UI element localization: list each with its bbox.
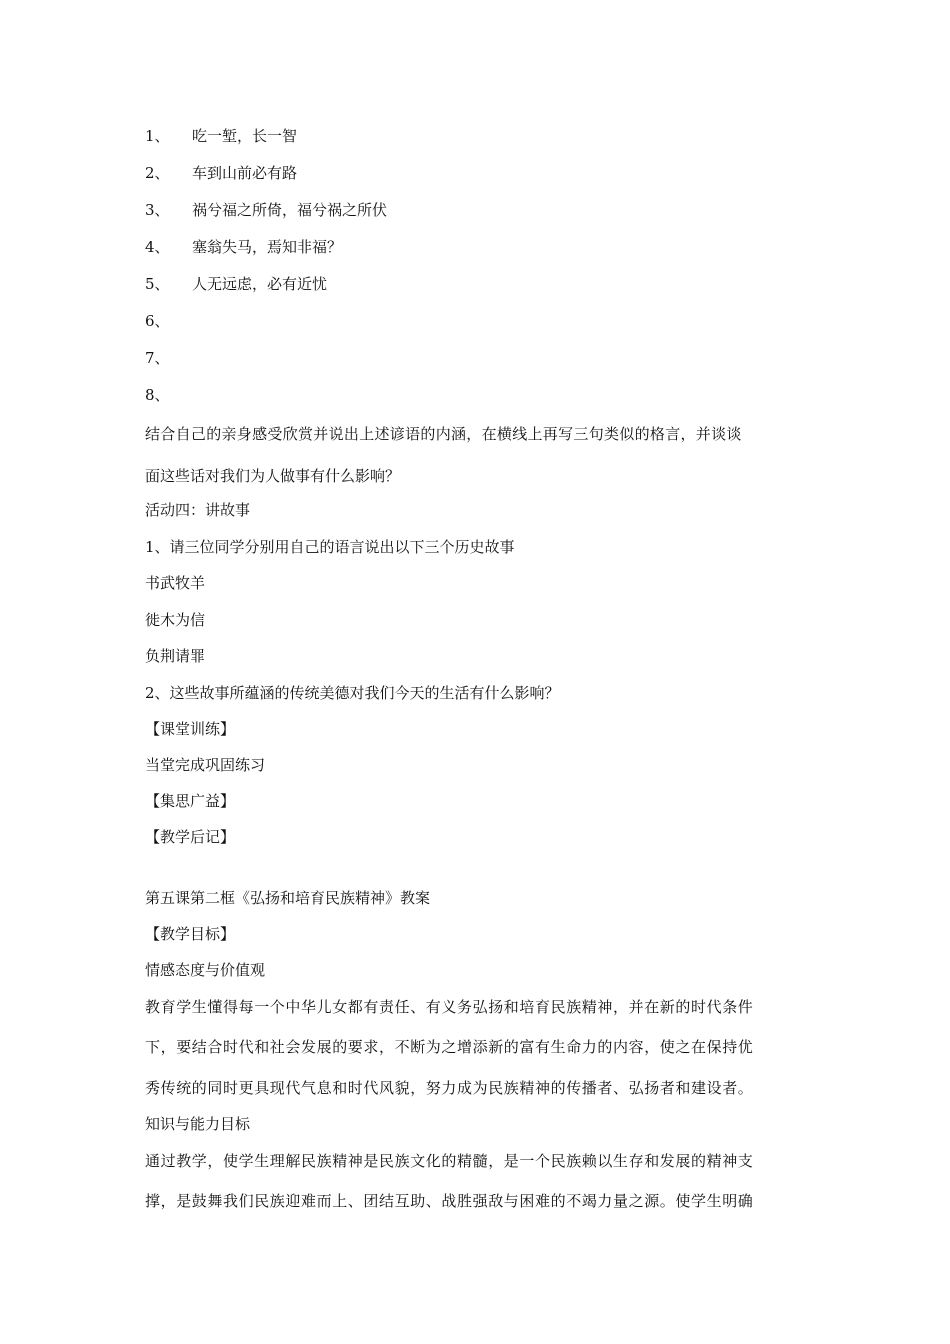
attitude-paragraph-line: 下，要结合时代和社会发展的要求，不断为之增添新的富有生命力的内容，使之在保持优 <box>145 1038 754 1056</box>
activity4-question-2: 2、这些故事所蕴涵的传统美德对我们今天的生活有什么影响？ <box>145 684 560 702</box>
goals-heading: 【教学目标】 <box>145 925 236 943</box>
list-item <box>145 311 192 331</box>
postscript-heading: 【教学后记】 <box>145 828 236 846</box>
item-number: 1、 <box>145 127 170 145</box>
activity4-title: 活动四：讲故事 <box>145 501 251 519</box>
list-item <box>145 237 342 257</box>
list-item <box>145 348 192 368</box>
story-item: 书武牧羊 <box>145 574 206 592</box>
brainstorm-heading: 【集思广益】 <box>145 792 236 810</box>
knowledge-paragraph-line: 撑，是鼓舞我们民族迎难而上、团结互助、战胜强敌与困难的不竭力量之源。使学生明确 <box>145 1192 754 1210</box>
item-text: 塞翁失马，焉知非福？ <box>192 238 343 256</box>
list-item <box>145 163 297 183</box>
item-text: 人无远虑，必有近忧 <box>192 275 328 293</box>
list-item <box>145 126 297 146</box>
item-text: 祸兮福之所倚，福兮祸之所伏 <box>192 201 388 219</box>
item-text: 吃一堑，长一智 <box>192 127 298 145</box>
knowledge-heading: 知识与能力目标 <box>145 1115 251 1133</box>
list-item <box>145 274 327 294</box>
attitude-paragraph-line: 教育学生懂得每一个中华儿女都有责任、有义务弘扬和培育民族精神，并在新的时代条件 <box>145 998 754 1016</box>
list-item <box>145 385 192 405</box>
story-item: 徙木为信 <box>145 611 206 629</box>
item-number: 2、 <box>145 164 170 182</box>
story-item: 负荆请罪 <box>145 647 206 665</box>
item-number: 3、 <box>145 201 170 219</box>
attitude-paragraph-line: 秀传统的同时更具现代气息和时代风貌，努力成为民族精神的传播者、弘扬者和建设者。 <box>145 1079 754 1097</box>
item-number: 6、 <box>145 312 170 330</box>
class-training-text: 当堂完成巩固练习 <box>145 756 266 774</box>
item-number: 8、 <box>145 386 170 404</box>
list-item <box>145 200 387 220</box>
lesson-title: 第五课第二框《弘扬和培育民族精神》教案 <box>145 889 431 907</box>
attitude-heading: 情感态度与价值观 <box>145 961 266 979</box>
item-text: 车到山前必有路 <box>192 164 298 182</box>
class-training-heading: 【课堂训练】 <box>145 720 236 738</box>
proverb-task-line-2: 面这些话对我们为人做事有什么影响？ <box>145 467 401 485</box>
proverb-task-line-1: 结合自己的亲身感受欣赏并说出上述谚语的内涵，在横线上再写三句类似的格言，并谈谈 <box>145 425 742 443</box>
knowledge-paragraph-line: 通过教学，使学生理解民族精神是民族文化的精髓，是一个民族赖以生存和发展的精神支 <box>145 1152 754 1170</box>
item-number: 5、 <box>145 275 170 293</box>
activity4-question-1: 1、请三位同学分别用自己的语言说出以下三个历史故事 <box>145 538 515 556</box>
item-number: 4、 <box>145 238 170 256</box>
item-number: 7、 <box>145 349 170 367</box>
